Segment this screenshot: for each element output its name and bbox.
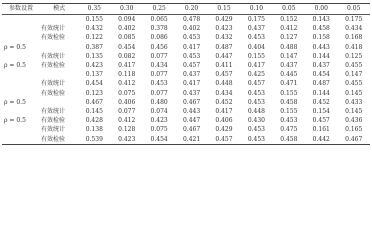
- row-group-label: [2, 107, 40, 116]
- table-row: [2, 24, 370, 33]
- table-cell: 0.417: [247, 62, 265, 70]
- table-cell: 0.122: [85, 34, 103, 42]
- table-cell: 0.433: [345, 98, 363, 106]
- table-cell: 0.487: [312, 80, 330, 88]
- table-cell: 0.456: [150, 43, 168, 51]
- table-cell: 0.447: [215, 52, 233, 60]
- table-cell: 0.457: [312, 117, 330, 125]
- table-cell: 0.175: [247, 16, 265, 23]
- table-cell: 0.425: [247, 71, 265, 79]
- table-cell: 0.453: [150, 80, 168, 88]
- table-cell: 0.430: [247, 117, 265, 125]
- table-cell: 0.147: [280, 52, 298, 60]
- table-cell: 0.168: [345, 34, 363, 42]
- table-cell: 0.152: [280, 16, 298, 23]
- row-group-label: [2, 52, 40, 61]
- table-cell: 0.077: [150, 89, 168, 97]
- header-row: [2, 4, 370, 15]
- table-cell: 0.453: [247, 126, 265, 134]
- table-cell: 0.423: [85, 62, 103, 70]
- table-cell: 0.467: [85, 98, 103, 106]
- table-cell: 0.075: [118, 89, 136, 97]
- table-cell: 0.143: [312, 16, 330, 23]
- row-group-label: [2, 70, 40, 79]
- table-cell: 0.455: [345, 62, 363, 70]
- table-row: [2, 125, 370, 134]
- table-cell: 0.434: [215, 89, 233, 97]
- header-value: 0.25: [152, 5, 166, 13]
- table-cell: 0.457: [182, 62, 201, 70]
- table-cell: 0.417: [182, 43, 201, 51]
- table-cell: 0.454: [312, 71, 330, 79]
- header-value: 0.15: [217, 5, 231, 13]
- table-cell: 0.077: [118, 108, 136, 116]
- row-group-label: [2, 125, 40, 134]
- row-method-label: 有效检验: [41, 135, 66, 143]
- table-cell: 0.445: [280, 71, 298, 79]
- table-cell: 0.175: [345, 16, 363, 23]
- table-cell: 0.412: [280, 25, 298, 33]
- table-cell: 0.406: [215, 117, 233, 125]
- table-cell: 0.429: [215, 16, 233, 23]
- table-cell: 0.539: [85, 135, 103, 143]
- row-method-label: 有效检验: [41, 62, 66, 70]
- row-group-label: ρ = 0.5: [4, 43, 26, 51]
- table-cell: 0.138: [85, 126, 103, 134]
- table-cell: 0.065: [150, 16, 168, 23]
- table-cell: 0.453: [182, 52, 201, 60]
- table-cell: 0.458: [312, 25, 330, 33]
- table-cell: 0.165: [345, 126, 363, 134]
- table-cell: 0.467: [182, 126, 201, 134]
- table-cell: 0.488: [280, 43, 298, 51]
- header-value: 0.10: [249, 5, 264, 13]
- table-cell: 0.452: [215, 98, 233, 106]
- header-value: 0.00: [314, 5, 328, 13]
- row-group-label: [2, 24, 40, 33]
- table-cell: 0.453: [182, 34, 201, 42]
- table-cell: 0.447: [182, 117, 201, 125]
- table-cell: 0.147: [345, 71, 363, 79]
- table-cell: 0.454: [118, 43, 136, 51]
- row-method-label: [40, 98, 78, 107]
- table-row: [2, 116, 370, 125]
- table-cell: 0.436: [345, 117, 363, 125]
- header-mode: 模式: [53, 5, 66, 13]
- table-cell: 0.480: [150, 98, 168, 106]
- table-cell: 0.432: [215, 34, 233, 42]
- table-cell: 0.128: [118, 126, 136, 134]
- table-cell: 0.154: [312, 108, 330, 116]
- table-cell: 0.123: [85, 89, 103, 97]
- table-cell: 0.127: [280, 34, 298, 42]
- row-group-label: [2, 33, 40, 42]
- row-method-label: 有效统计: [41, 80, 66, 88]
- header-value: 0.35: [87, 5, 101, 13]
- table-cell: 0.085: [118, 34, 136, 42]
- table-cell: 0.074: [150, 108, 168, 116]
- table-cell: 0.458: [280, 135, 298, 143]
- header-value: 0.05: [282, 5, 296, 13]
- table-cell: 0.155: [280, 108, 298, 116]
- table-cell: 0.475: [280, 126, 298, 134]
- table-cell: 0.378: [150, 25, 168, 33]
- row-group-label: [2, 15, 40, 25]
- table-cell: 0.402: [182, 25, 201, 33]
- row-method-label: 有效统计: [41, 25, 66, 33]
- table-cell: 0.434: [150, 62, 168, 70]
- table-cell: 0.443: [312, 43, 330, 51]
- table-cell: 0.454: [85, 80, 103, 88]
- row-method-label: 有效统计: [41, 126, 66, 134]
- header-value: 0.30: [120, 5, 134, 13]
- table-cell: 0.411: [215, 62, 233, 70]
- table-cell: 0.428: [85, 117, 103, 125]
- table-cell: 0.437: [312, 62, 330, 70]
- table-cell: 0.144: [312, 89, 330, 97]
- table-cell: 0.455: [345, 80, 363, 88]
- table-cell: 0.086: [150, 34, 168, 42]
- table-cell: 0.417: [215, 108, 233, 116]
- table-cell: 0.404: [247, 43, 265, 51]
- table-cell: 0.402: [118, 25, 136, 33]
- row-method-label: 有效检验: [41, 117, 66, 125]
- table-cell: 0.457: [247, 80, 265, 88]
- table-cell: 0.412: [118, 80, 136, 88]
- table-cell: 0.434: [345, 25, 363, 33]
- header-param-setting: 参数设置: [9, 5, 34, 13]
- table-cell: 0.423: [215, 25, 233, 33]
- row-method-label: 有效统计: [41, 52, 66, 60]
- row-method-label: [40, 43, 78, 52]
- table-row: [2, 89, 370, 98]
- row-method-label: 有效检验: [41, 89, 66, 97]
- table-cell: 0.442: [312, 135, 330, 143]
- table-cell: 0.145: [345, 108, 363, 116]
- table-cell: 0.075: [150, 126, 168, 134]
- table-cell: 0.094: [118, 16, 136, 23]
- table-row: [2, 107, 370, 116]
- row-group-label: ρ = 0.5: [4, 117, 26, 125]
- table-cell: 0.155: [247, 52, 265, 60]
- table-cell: 0.077: [150, 71, 168, 79]
- table-cell: 0.145: [345, 89, 363, 97]
- table-cell: 0.423: [150, 117, 168, 125]
- table-cell: 0.118: [118, 71, 136, 79]
- table-cell: 0.453: [247, 34, 265, 42]
- table-cell: 0.471: [280, 80, 298, 88]
- table-row: [2, 33, 370, 42]
- row-method-label: [40, 70, 78, 79]
- table-cell: 0.421: [182, 135, 201, 143]
- table-cell: 0.454: [150, 135, 168, 143]
- table-row: [2, 15, 370, 25]
- header-value: 0.20: [184, 5, 199, 13]
- table-row: [2, 61, 370, 70]
- table-cell: 0.448: [215, 80, 233, 88]
- row-group-label: ρ = 0.5: [4, 98, 26, 106]
- table-cell: 0.437: [182, 89, 201, 97]
- table-cell: 0.145: [85, 108, 103, 116]
- table-cell: 0.125: [345, 52, 363, 60]
- table-row: [2, 52, 370, 61]
- table-cell: 0.467: [345, 135, 363, 143]
- header-value: 0.05: [347, 5, 361, 13]
- table-cell: 0.453: [247, 135, 265, 143]
- table-cell: 0.443: [182, 108, 201, 116]
- table-cell: 0.155: [85, 16, 103, 23]
- table-row: [2, 135, 370, 145]
- table-cell: 0.429: [215, 126, 233, 134]
- table-cell: 0.448: [247, 108, 265, 116]
- table-cell: 0.417: [182, 80, 201, 88]
- row-group-label: [2, 79, 40, 88]
- table-cell: 0.161: [312, 126, 330, 134]
- table-cell: 0.453: [280, 117, 298, 125]
- table-cell: 0.387: [85, 43, 103, 51]
- table-row: [2, 98, 370, 107]
- table-cell: 0.457: [215, 135, 233, 143]
- row-group-label: [2, 135, 40, 145]
- table-cell: 0.478: [182, 16, 201, 23]
- table-row: [2, 70, 370, 79]
- table-cell: 0.135: [85, 52, 103, 60]
- results-table: [2, 3, 370, 145]
- table-cell: 0.437: [280, 62, 298, 70]
- table-cell: 0.452: [312, 98, 330, 106]
- table-cell: 0.458: [280, 98, 298, 106]
- table-cell: 0.082: [118, 52, 136, 60]
- table-cell: 0.432: [85, 25, 103, 33]
- row-group-label: ρ = 0.5: [4, 62, 26, 70]
- table-cell: 0.412: [118, 117, 136, 125]
- table-cell: 0.077: [150, 52, 168, 60]
- table-cell: 0.437: [182, 71, 201, 79]
- table-cell: 0.137: [85, 71, 103, 79]
- table-body: [2, 15, 370, 145]
- row-method-label: [40, 15, 78, 25]
- table-header: [2, 4, 370, 15]
- table-row: [2, 79, 370, 88]
- row-method-label: 有效统计: [41, 108, 66, 116]
- table-cell: 0.417: [118, 62, 136, 70]
- table-cell: 0.144: [312, 52, 330, 60]
- table-cell: 0.453: [247, 89, 265, 97]
- table-cell: 0.423: [118, 135, 136, 143]
- table-cell: 0.155: [280, 89, 298, 97]
- row-method-label: 有效检验: [41, 34, 66, 42]
- table-cell: 0.418: [345, 43, 363, 51]
- table-cell: 0.158: [312, 34, 330, 42]
- table-cell: 0.406: [118, 98, 136, 106]
- table-cell: 0.467: [182, 98, 201, 106]
- table-cell: 0.457: [215, 71, 233, 79]
- table-row: [2, 43, 370, 52]
- row-group-label: [2, 89, 40, 98]
- table-cell: 0.487: [215, 43, 233, 51]
- table-cell: 0.453: [247, 98, 265, 106]
- table-cell: 0.437: [247, 25, 265, 33]
